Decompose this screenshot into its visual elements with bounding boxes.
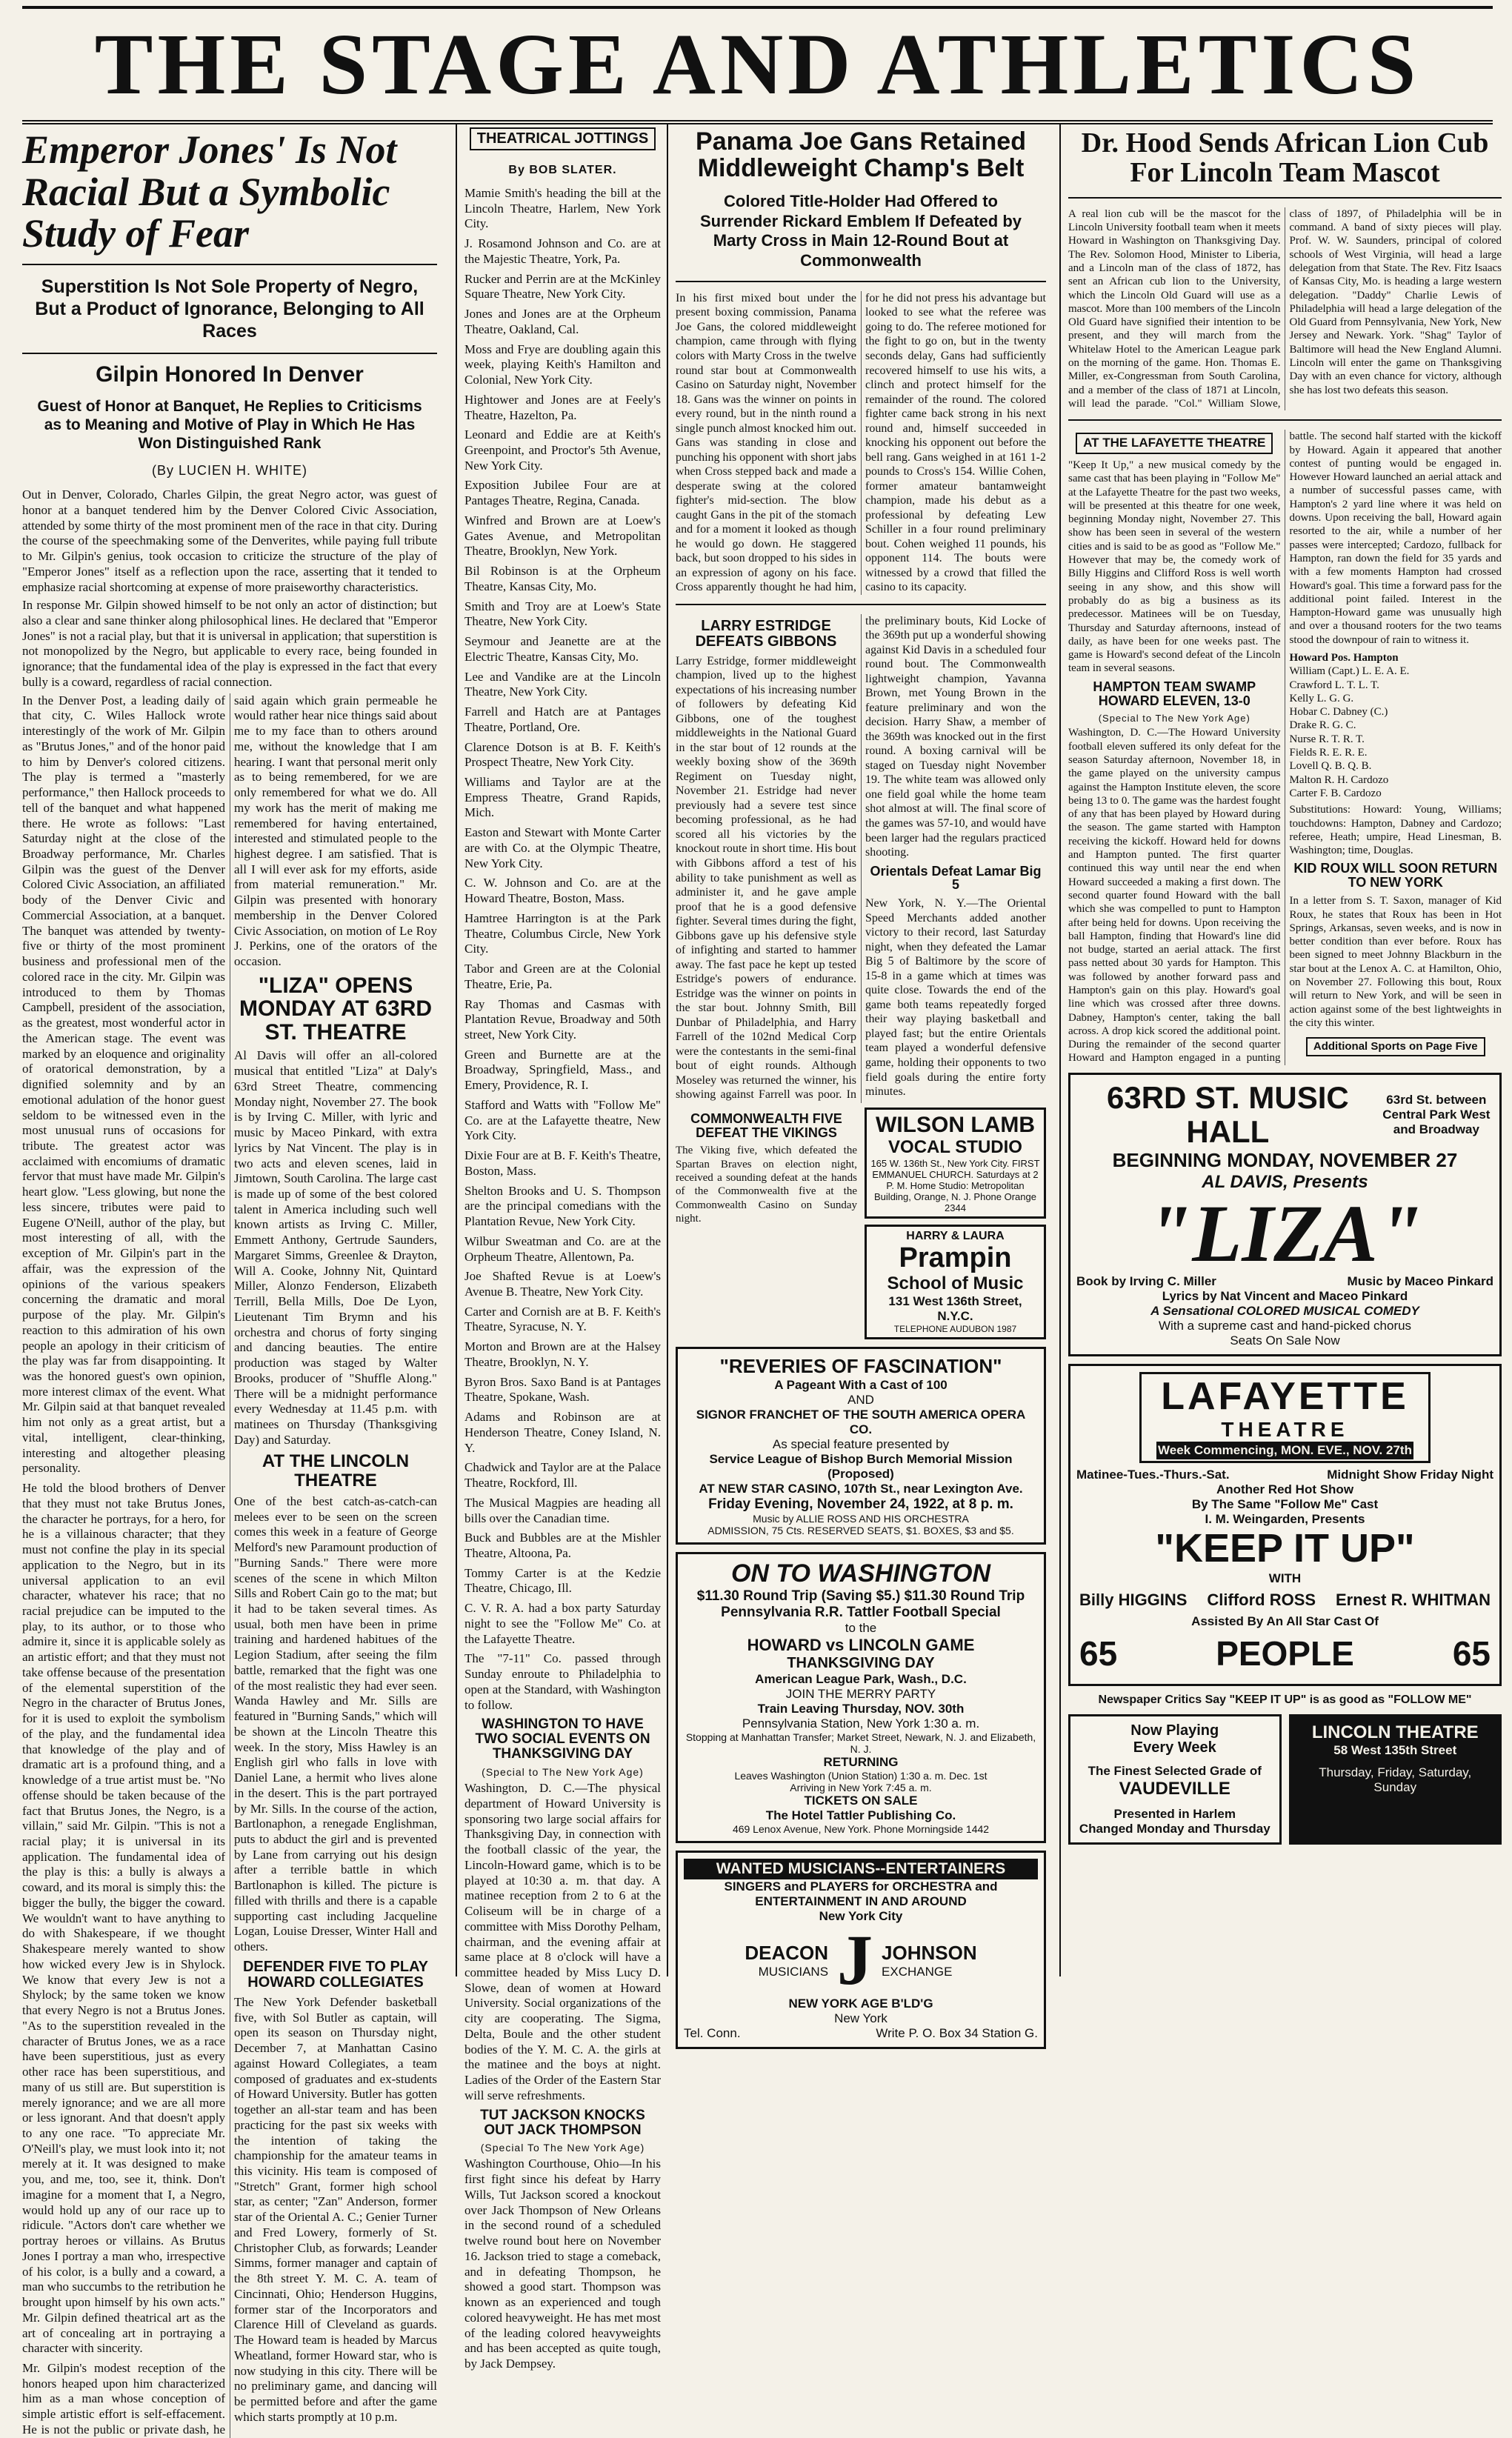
johnson-word: JOHNSON (882, 1941, 977, 1964)
lineup-row: Malton R. H. Cardozo (1289, 773, 1389, 786)
reveries-date: Friday Evening, November 24, 1922, at 8 p. m. (708, 1496, 1013, 1513)
lafayette-ad (1068, 1364, 1502, 1686)
reveries-music: Music by ALLIE ROSS AND HIS ORCHESTRA (753, 1513, 969, 1525)
jotting-item: Seymour and Jeanette are at the Electric Theatre, Kansas City, Mo. (464, 634, 661, 664)
lineup-row: William (Capt.) L. E. A. E. (1289, 665, 1410, 678)
jotting-item: Lee and Vandike are at the Lincoln Theatre, New York City. (464, 669, 661, 699)
article-paragraph: He told the blood brothers of Denver that they must not take Brutus Jones, the character he portrays, for a hero, for he is a villainous character; that they must not confine the play in its special application to the Negro, but in its universal application to an evil character, whatever his race; that no racial prejudice can be imputed to the play, to its author, or to those who admire it, since it is applicable solely as an artistic effort; and that they must not take offense because of the presentation of the elemental superstition of the Negro in the character of Brutus Jones, for it is used to exploit the symbolism of the play, and the fundamental idea that knowledge of the play and of dramatic art is a profound thing, and a knowledge of a true artist must be. "No offense should be taken because of the fact that Brutus Jones, the Negro, is a villain," said Mr. Gilpin. "This is not a racial play; it is universal in its application. The fundamental idea of the play is this: a bully is always a coward, and its moral is simply this: the bigger the bully, the bigger the coward. We wouldn't want to have anything to do with Shakespeare, if we thought Shakespeare merely wanted to show how wicked every Jew is in Shylock. We know that every Jew is not a Shylock; by the same token we know that every Negro is not a Brutus Jones. "As to the superstition revealed in the character of Brutus Jones, we as a race have been superstitious, just as every other race has been superstitious, and many of us still are. But superstition is merely ignorance; and we are all more or less ignorant. And that doesn't apply to any one race. "To appreciate Mr. O'Neill's play, we must look into it; not merely at it. It was designed to make you, and me, too, see it, think. Don't imagine for a moment that I, a Negro, would hold up any of our race up to ridicule. "Actors don't care whether we portray heroes or villains. As Brutus Jones I portray a man who, irrespective of his color, is a bully and a coward, a man who succumbs to the retribution he brought upon himself by his own acts." Mr. Gilpin defined theatrical art as the art of concealing art in portraying a character with sincerity. (22, 1481, 225, 2356)
train-ad-train: Train Leaving Thursday, NOV. 30th (757, 1701, 965, 1716)
music-hall-music: Music by Maceo Pinkard (1347, 1274, 1493, 1289)
liza-article: Al Davis will offer an all-colored musical that entitled "Liza" at Daly's 63rd Street Theatre, commencing Monday night, November 27. The book is by Irving C. Miller, with lyric and music by Maceo Pinkard, with extra lyrics by Nat Vincent. The play is in two acts and eleven scenes, laid in Jimtown, South Carolina. The large cast is made up of some of the best colored talent in America including such well known artists as Irving C. Miller, Emmett Anthony, Gertrude Saunders, Margaret Simms, Greenlee & Drayton, Will A. Cooke, Johnny Nit, Quintard Miller, Alonzo Fenderson, Elizabeth Terrill, Bella Mills, Doe De Lyon, Lieutenant Tim Brymn and his orchestra and chorus of forty singing and dancing beauties. The entire production was staged by Walter Brooks, producer of "Shuffle Along." There will be a midnight performance every Wednesday at 11.45 p.m. with matinees on Thursday (Thanksgiving Day) and Saturday. (234, 1048, 437, 1447)
reveries-feature: As special feature presented by (772, 1437, 950, 1452)
jotting-item: Exposition Jubilee Four are at Pantages Theatre, Regina, Canada. (464, 478, 661, 508)
train-ad-park: American League Park, Wash., D.C. (755, 1671, 967, 1686)
star-whitman: Ernest R. WHITMAN (1336, 1590, 1491, 1609)
train-ad-stops: Stopping at Manhattan Transfer; Market Street, Newark, N. J. and Elizabeth, N. J. (685, 1731, 1036, 1755)
jotting-item: Smith and Troy are at Loew's State Theatre, New York City. (464, 599, 661, 629)
column-2 (456, 124, 661, 2371)
exchange-word: EXCHANGE (882, 1964, 953, 1979)
music-hall-lyrics: Lyrics by Nat Vincent and Maceo Pinkard (1162, 1289, 1408, 1304)
divider (676, 604, 1046, 605)
age-building: NEW YORK AGE B'LD'G (788, 1996, 933, 2011)
prampin-ad (865, 1225, 1046, 1340)
wilson-lamb-title: VOCAL STUDIO (888, 1136, 1022, 1157)
lineup-row: Crawford L. T. L. T. (1289, 679, 1379, 691)
jotting-item: Tabor and Green are at the Colonial Theatre, Erie, Pa. (464, 962, 661, 991)
lafayette-show: "KEEP IT UP" (1155, 1526, 1415, 1571)
reveries-and: AND (847, 1393, 874, 1408)
substitutions: Substitutions: Howard: Young, Williams; touchdowns: Hampton, Dabney and Cardozo; referee, Heath; umpire, Head Linesman, B. Washington; time, Douglas. (1289, 804, 1502, 857)
jotting-item: Easton and Stewart with Monte Carter are with Co. at the Olympic Theatre, New York City. (464, 825, 661, 870)
lineup-row: Kelly L. G. G. (1289, 692, 1354, 705)
masthead-title: THE STAGE AND ATHLETICS (94, 16, 1421, 113)
musicians-word: MUSICIANS (758, 1964, 829, 1979)
reveries-title: "REVERIES OF FASCINATION" (719, 1355, 1002, 1378)
lafayette-critics: Newspaper Critics Say "KEEP IT UP" is as good as "FOLLOW ME" (1098, 1693, 1472, 1706)
emperor-jones-deck: Superstition Is Not Sole Property of Negro, But a Product of Ignorance, Belonging to All Races (35, 276, 424, 342)
divider (1068, 197, 1502, 199)
lincoln-theatre-address: 58 West 135th Street (1333, 1742, 1457, 1757)
jotting-item: Tommy Carter is at the Kedzie Theatre, Chicago, Ill. (464, 1565, 661, 1596)
lincoln-headline: AT THE LINCOLN THEATRE (262, 1451, 410, 1491)
column-3 (667, 124, 1046, 2041)
roux-article: In a letter from S. T. Saxon, manager of Kid Roux, he states that Roux has been in Hot Springs, Arkansas, seven weeks, and is now in better condition than ever before. Roux has been signed to meet Johnny Blackburn in the star bout at the Lenox A. C. at Hamilton, Ohio, on November 27. Following this bout, Roux will return to New York, and will be seen in action against some of the best lightweights in the city this winter. (1289, 895, 1502, 1029)
article-two-column (22, 693, 437, 2438)
train-ad-leaves: Leaves Washington (Union Station) 1:30 a. m. Dec. 1st (734, 1769, 988, 1782)
article-paragraph: In the Denver Post, a leading daily of that city, C. Wiles Hallock wrote interestingly of the work of Mr. Gilpin as "Brutus Jones," and of the honor paid to him by Denver's colored citizens. The play is termed a "masterly performance," then Hallock proceeds to tell of the banquet and what happened there. He wrote as follows: "Last Saturday night at the close of the Broadway performance, Mr. Charles Gilpin was the guest of the Denver Colored Civic Association, an affiliated body of the Denver Civic and Commercial Association, at a banquet. The banquet was attended by twenty-five or thirty of the most prominent business and professional men of the colored race in the city. Mr. Gilpin was introduced to them by Thomas Campbell, president of the association, as the greatest, most wonderful actor in the American stage. The event was marked by an eloquence and originality of oratorical demonstration, by a dignified solemnity and by an emotional adulation of the honor guest seldom to be witnessed even in the most unusual runs of occasions for tribute. The greatest actor was acclaimed with encomiums of dramatic fervor that must have made Mr. Gilpin's heart glow. "Less glowing, but none the less sincere, tributes were paid to Eugene O'Neill, author of the play, but most interesting of all, with the exception of Mr. Gilpin's part in the affair, was the expression of the opinions of the various speakers concerning the dramatic and moral purpose of the play. Mr. Gilpin's reaction to this admiration of his own people an apology in their criticism of the play was far from disappointing. It was the honored guest's own opinion, more interest climax of the event. What Mr. Gilpin said at that banquet revealed him not only as a great artist, but a vital, intelligent, clear-thinking, interesting and altogether pleasing personality. (22, 693, 225, 1476)
jotting-item: Wilbur Sweatman and Co. are at the Orpheum Theatre, Allentown, Pa. (464, 1233, 661, 1264)
hampton-special: (Special to The New York Age) (1098, 712, 1250, 724)
vaudeville-changed: Changed Monday and Thursday (1079, 1821, 1270, 1836)
deacon-word: DEACON (745, 1941, 829, 1964)
music-hall-location: 63rd St. between Central Park West and Broadway (1382, 1092, 1491, 1136)
train-ad-join: JOIN THE MERRY PARTY (785, 1686, 936, 1701)
lineup-row: Hobar C. Dabney (C.) (1289, 706, 1388, 719)
jotting-item: Hamtree Harrington is at the Park Theatre, Columbus Circle, New York City. (464, 910, 661, 956)
lion-cub-headline: Dr. Hood Sends African Lion Cub For Lincoln Team Mascot (1081, 127, 1489, 188)
vaudeville-now-playing: Now Playing (1130, 1722, 1219, 1739)
jotting-item: The "7-11" Co. passed through Sunday enroute to Philadelphia to open at the Standard, with Washington to follow. (464, 1651, 661, 1712)
hampton-article: Washington, D. C.—The Howard University football eleven suffered its only defeat for the season Saturday afternoon, November 18, in the game played on the university campus against the Hampton Institute eleven, the score being 13 to 0. The game was the hardest fought of any that has been played by Howard during the season. The game started with Hampton receiving the kickoff. Howard held for downs and Hampton punted. The first quarter continued this way until near the end when Howard succeeded a making a first down. The second quarter found Howard with the ball which she was compelled to punt to Hampton after being held for downs. Upon receiving the ball Hampton, finding that Howard's line did not budge, started an aerial attack. The first pass netted about 30 yards for Hampton. This was followed by another forward pass and Hampton's gain on this play. Howard's goal line which was crossed after three downs. Dabney, Hampton's center, taking the ball across. A drop kick scored the additional point. During the remainder of the second quarter Howard and Hampton engaged in a punting battle. The second half started with the kickoff by Howard. Again it appeared that another contest of punting would be engaged in. However Howard launched an aerial attack and a number of successful passes came, with Hampton's 2 yard line where it was held on downs. Upon receiving the ball, Howard again resorted to the air, while a number of her passes were intercepted; Cardozo, fullback for Hampton, ran down the field for 35 yards and with a few moments Hampton had crossed Howard's goal. This time a forward pass for the additional point failed. Interest in the Hampton-Howard game was unusually high and over a thousand rooters for the two teams stood the downpour of rain to witness it. (1068, 430, 1502, 1065)
vaudeville-finest: The Finest Selected Grade of (1088, 1763, 1262, 1778)
music-hall-beginning: BEGINNING MONDAY, NOVEMBER 27 (1112, 1149, 1458, 1172)
wilson-lamb-detail: 165 W. 136th St., New York City. FIRST EMMANUEL CHURCH. Saturdays at 2 P. M. Home Studio: Metropolitan Building, Orange, N. J. Phone Orange 2344 (870, 1157, 1040, 1213)
lafayette-count-right: 65 (1452, 1633, 1491, 1673)
lineup-table (1290, 665, 1502, 800)
train-ad-station: Pennsylvania Station, New York 1:30 a. m. (742, 1716, 980, 1731)
wanted-city: New York City (819, 1908, 903, 1923)
jotting-item: Adams and Robinson are at Henderson Theatre, Coney Island, N. Y. (464, 1410, 661, 1455)
jotting-item: Byron Bros. Saxo Band is at Pantages Theatre, Spokane, Wash. (464, 1374, 661, 1405)
music-hall-ad (1068, 1073, 1502, 1356)
jotting-item: Green and Burnette are at the Broadway, Springfield, Mass., and Emery, Providence, R. I. (464, 1047, 661, 1093)
lincoln-theatre-ad (1289, 1714, 1502, 1845)
lincoln-article: One of the best catch-as-catch-can melees ever to be seen on the screen comes this week in a feature of George Melford's new Paramount production of "Burning Sands." There were more scenes of the scene in which Milton Sills and Robert Cain go to the mat; but it had to be taken several times. As usual, both men have been in prime training and hardened habitues of the Legion Stadium, after seeing the film battle, remarked that the fight was one of the most realistic they had ever seen. Wanda Hawley and Mr. Sills are featured in "Burning Sands," which will be shown at the Lincoln Theatre this week. In the story, Miss Hawley is an English girl who falls in love with Daniel Lane, a hermit who lives alone in the desert. This is the part portrayed by Mr. Sills. In the course of the action, Bartlonaphon, a renegade Englishman, puts to abduct the girl and is prevented by Lane from carrying out his design after a terrible battle in which Bartlonaphon is killed. The picture is filled with thrills and there is a capable supporting cast including Jacqueline Logan, Louise Dresser, Winter Hall and others. (234, 1493, 437, 1954)
washington-headline: WASHINGTON TO HAVE TWO SOCIAL EVENTS ON THANKSGIVING DAY (475, 1716, 650, 1762)
emperor-jones-headline: Emperor Jones' Is Not Racial But a Symbolic Study of Fear (22, 127, 397, 256)
hampton-headline: HAMPTON TEAM SWAMP HOWARD ELEVEN, 13-0 (1093, 679, 1256, 708)
washington-article: Washington, D. C.—The physical department of Howard University is sponsoring two large social affairs for Thanksgiving Day, in connection with the football classic of the year, the Lincoln-Howard game, which is to be played at 10:30 a. m. that day. A matinee reception from 2 to 6 at the Coliseum will be in charge of a committee with Miss Dorothy Pelham, chairman, and the evening affair at same place at 8 o'clock will have a committee headed by Miss Lucy D. Slowe, dean of women at Howard University. Social organizations of the city are cooperating. The Sigma, Delta, Boule and the other student bodies of the Y. M. C. A. the girls at the matinee and the boys at night. Ladies of the Order of the Eastern Star will serve refreshments. (464, 1781, 661, 2102)
commonwealth-article: The Viking five, which defeated the Spartan Braves on election night, received a sounding defeat at the hands of the Commonwealth five at the Commonwealth Casino on Sunday night. (676, 1145, 857, 1225)
deacon-johnson-ad (676, 1851, 1046, 2049)
music-hall-seats: Seats On Sale Now (1230, 1333, 1340, 1348)
wilson-lamb-name: WILSON LAMB (876, 1112, 1035, 1137)
train-ad-address: 469 Lenox Avenue, New York. Phone Morningside 1442 (732, 1822, 990, 1835)
sports-two-column (676, 614, 1046, 1103)
jotting-item: Morton and Brown are at the Halsey Theatre, Brooklyn, N. Y. (464, 1339, 661, 1369)
lineup-row: Nurse R. T. R. T. (1289, 733, 1365, 745)
jotting-item: Carter and Cornish are at B. F. Keith's Theatre, Syracuse, N. Y. (464, 1304, 661, 1334)
lafayette-midnight: Midnight Show Friday Night (1327, 1468, 1493, 1482)
music-hall-sensation: A Sensational COLORED MUSICAL COMEDY (1150, 1304, 1419, 1319)
lafayette-bycast: By The Same "Follow Me" Cast (1191, 1497, 1379, 1512)
orientals-article: New York, N. Y.—The Oriental Speed Merchants added another victory to their record, last Saturday night, when they defeated the Lamar Big 5 of Baltimore by the score of 15-8 in a game which at times was quite close. Towards the end of the game both teams repeatedly forged their way playing basketball and played fast; but the entire Orientals team played a wonderful defensive game, holding their opponents to two field goals during the entire forty minutes. (865, 897, 1046, 1099)
jottings-header: THEATRICAL JOTTINGS (470, 127, 656, 150)
jotting-item: Stafford and Watts with "Follow Me" Co. are at the Lafayette theatre, New York City. (464, 1097, 661, 1143)
wanted-sub: SINGERS and PLAYERS for ORCHESTRA and ENTERTAINMENT IN AND AROUND (724, 1879, 998, 1908)
divider (676, 281, 1046, 282)
washington-train-ad (676, 1552, 1046, 1842)
jotting-item: Williams and Taylor are at the Empress Theatre, Grand Rapids, Mich. (464, 774, 661, 820)
reveries-signor: SIGNOR FRANCHET OF THE SOUTH AMERICA OPERA CO. (696, 1408, 1026, 1437)
vaudeville-every-week: Every Week (1133, 1739, 1216, 1756)
reveries-admission: ADMISSION, 75 Cts. RESERVED SEATS, $1. BOXES, $3 and $5. (707, 1525, 1014, 1537)
j-letter: J (837, 1919, 873, 1999)
prampin-names: HARRY & LAURA (906, 1229, 1005, 1242)
jotting-item: J. Rosamond Johnson and Co. are at the Majestic Theatre, York, Pa. (464, 236, 661, 266)
train-ad-arrive: Arriving in New York 7:45 a. m. (790, 1781, 932, 1793)
liza-headline: "LIZA" OPENS MONDAY AT 63RD ST. THEATRE (239, 973, 433, 1045)
jotting-item: Mamie Smith's heading the bill at the Lincoln Theatre, Harlem, New York City. (464, 186, 661, 231)
column-4 (1059, 124, 1502, 1976)
jotting-item: Hightower and Jones are at Feely's Theatre, Hazelton, Pa. (464, 392, 661, 422)
lafayette-header: AT THE LAFAYETTE THEATRE (1076, 433, 1273, 454)
lafayette-article: "Keep It Up," a new musical comedy by the same cast that has been playing in "Follow Me" at the Lafayette Theatre for the past two weeks, will be presented at this theatre for one week, beginning Monday night, November 27. This show has been seen in several of the western cities and is said to be as good as "Follow Me." However that may be, the comedy work of Billy Higgins and Clifford Ross is well worth seeing in any show, and this show will probably do as big a business as its predecessor. Matinees will be on Tuesday, Thursday and Saturday afternoons, instead of daily, as have been for one weeks past. The game is Howard's second defeat of the Lincoln team in several seasons. (1068, 459, 1281, 675)
article-paragraph: In response Mr. Gilpin showed himself to be not only an actor of distinction; but also a clear and sane thinker along philosophical lines. He declared that "Emperor Jones" is not a racial play, but that it is universal in application; that superstition is not monopolized by the Negro, but applicable to every race, being founded in ignorance; that the fundamental idea of the play is expressed in the fact that every bully is a coward, regardless of racial connection. (22, 598, 437, 689)
prampin-title: Prampin (899, 1242, 1012, 1273)
tut-article: Washington Courthouse, Ohio—In his first fight since his defeat by Harry Wills, Tut Jackson scored a knockout over Jack Thompson of New Orleans in the second round of a scheduled twelve round bout here on November 16. Jackson tried to stage a comeback, and in defeating Thompson, he showed a good start. Thompson was known as an experienced and tough colored heavyweight. He has met most of the leading colored heavyweights and has been accepted as quite tough, by Jack Dempsey. (464, 2156, 661, 2371)
vaudeville-harlem: Presented in Harlem (1113, 1806, 1236, 1821)
music-hall-show: "LIZA" (1147, 1188, 1423, 1279)
tut-special: (Special To The New York Age) (480, 2142, 645, 2154)
jotting-item: Dixie Four are at B. F. Keith's Theatre, Boston, Mass. (464, 1148, 661, 1178)
tel-conn: Tel. Conn. (684, 2026, 741, 2041)
tut-headline: TUT JACKSON KNOCKS OUT JACK THOMPSON (480, 2107, 645, 2138)
jotting-item: Clarence Dotson is at B. F. Keith's Prospect Theatre, New York City. (464, 739, 661, 770)
train-ad-fare: $11.30 Round Trip (Saving $5.) $11.30 Round Trip (696, 1588, 1025, 1604)
lincoln-theatre-name: LINCOLN THEATRE (1311, 1722, 1479, 1742)
lafayette-with: WITH (1268, 1571, 1302, 1585)
article-paragraph: Mr. Gilpin's modest reception of the honors heaped upon him characterized him as a man whose conception of simple artistic effort is self-effacement. He is not the public or private dash, he said again which grain permeable he would rather hear nice things said about me to my face than to others around me, without the knowledge that I am hearing. I want that personal merit only as to being remembered, for we are only remembered for what we do. All my work has the merit of making me remembered for having entertained, interested and stimulated people to the highest degree. I am satisfied. That is all I will ever ask for my efforts, aside from material remuneration." Mr. Gilpin was presented with honorary membership in the Denver Colored Civic Association, on motion of Le Roy J. Perkins, one of the orators of the occasion. (22, 693, 437, 2437)
orientals-headline: Orientals Defeat Lamar Big 5 (870, 863, 1042, 893)
train-ad-company: The Hotel Tattler Publishing Co. (765, 1808, 956, 1822)
reveries-ad (676, 1347, 1046, 1545)
music-hall-presents: AL DAVIS, Presents (1202, 1172, 1368, 1193)
lafayette-producer: I. M. Weingarden, Presents (1205, 1512, 1365, 1527)
jotting-item: Bil Robinson is at the Orpheum Theatre, Kansas City, Mo. (464, 564, 661, 593)
roux-headline: KID ROUX WILL SOON RETURN TO NEW YORK (1293, 861, 1498, 890)
lion-cub-article: A real lion cub will be the mascot for the Lincoln University football team when it meets Howard in Washington on Thanksgiving Day. The Rev. Solomon Hood, Minister to Liberia, and a Lincoln man of the class of 1872, has sent an African cub lion to the University, which the Lincoln Old Guard will use as a mascot. More than 100 members of the Lincoln Old Guard have signified their intention to be present, and they will march from the Whitelaw Hotel to the American League park on the morning of the game. Hon. Thomas E. Miller, ex-Congressman from South Carolina, and a member of the class of 1871 at Lincoln, will lead the parade. "Col." William Slowe, class of 1897, of Philadelphia will be in command. A band of sixty pieces will play. Prof. W. W. Saunders, principal of colored schools of West Virginia, will head a large delegation from that State. The Rev. Fitz Isaacs of Kansas City, Mo. is heading a large western delegation. "Daddy" Charlie Lewis of Philadelphia will head a large delegation of the Old Guard from Pennsylvania, New York, New Jersey and Newark. York. "Shag" Taylor of Baltimore will head the New England Alumni. Lincoln will enter the game on Thanksgiving Day with an even chance for victory, although she has lost two defeats this season. (1068, 207, 1502, 410)
jotting-item: C. V. R. A. had a box party Saturday night to see the "Follow Me" Co. at the Lafayette Theatre. (464, 1601, 661, 1646)
larry-headline: LARRY ESTRIDGE DEFEATS GIBBONS (695, 617, 837, 650)
lafayette-week: Week Commencing, MON. EVE., NOV. 27th (1156, 1442, 1413, 1459)
commonwealth-headline: COMMONWEALTH FIVE DEFEAT THE VIKINGS (690, 1110, 842, 1140)
divider (22, 264, 437, 265)
lafayette-assisted: Assisted By An All Star Cast Of (1191, 1613, 1379, 1628)
jotting-item: The Musical Magpies are heading all bills over the Canadian time. (464, 1495, 661, 1525)
jotting-item: Moss and Frye are doubling again this week, playing Keith's Hamilton and Colonial, New York City. (464, 342, 661, 387)
larry-article: Larry Estridge, former middleweight champion, lived up to the highest expectations of his increasing number of followers by defeating Kid Gibbons, one of the toughest middleweights in the National Guard in the star bout of 12 rounds at the weekly boxing show of the 369th Regiment on Tuesday night, November 21. Estridge had never previously had a severe test since becoming professional, as he had scored all his victories by the knockout route in short time. His bout with Gibbons afford a test of his ability to take punishment as well as administer it, and he gave ample proof that he is a good defensive fighter. Several times during the fight, Gibbons gave up his defensive style of infighting and started to hammer away. The fast pace he kept up tested Estridge's powers of endurance. Estridge was the winner on points in the star bout. Johnny Smith, Bill Dunbar of Philadelphia, and Harry Farrell of the 102nd Medical Corp were the contestants in the semi-final bout of eight rounds. Although Moseley was returned the winner, his showing against Farrell was poor. In the preliminary bouts, Kid Locke of the 369th put up a wonderful showing against Kid Davis in a scheduled four round bout. The Commonwealth lightweight champion, Yavanna Brown, met Young Brown in the feature preliminary and won the decision. Harry Shaw, a member of the 369th was knocked out in the first round. A boxing carnival will be staged on Tuesday night November 19. The white team was allowed only one field goal while the home team shot almost at will. The final score of the games was 57-10, and would have been larger had the regulars practiced shooting. (676, 614, 1046, 1102)
lafayette-people: PEOPLE (1216, 1633, 1354, 1673)
train-ad-railroad: Pennsylvania R.R. Tattler Football Special (721, 1604, 1001, 1620)
write-box: Write P. O. Box 34 Station G. (876, 2026, 1038, 2041)
train-ad-game: HOWARD vs LINCOLN GAME (747, 1635, 975, 1654)
byline: (By LUCIEN H. WHITE) (151, 463, 307, 479)
lineup-row: Fields R. E. R. E. (1289, 747, 1368, 759)
masthead (22, 6, 1493, 124)
jotting-item: Shelton Brooks and U. S. Thompson are the principal comedians with the Plantation Revue, New York City. (464, 1183, 661, 1229)
defender-headline: DEFENDER FIVE TO PLAY HOWARD COLLEGIATES (242, 1958, 429, 1991)
train-ad-day: THANKSGIVING DAY (787, 1654, 935, 1671)
jotting-item: Leonard and Eddie are at Keith's Greenpoint, and Proctor's 5th Avenue, New York City. (464, 427, 661, 473)
gans-article: In his first mixed bout under the present boxing commission, Panama Joe Gans, the colored middleweight champion, came through with flying colors with Marty Cross in the twelve round star bout at Commonwealth Casino on Saturday night, November 18. Gans was the winner on points in every round, but in the ninth round a single punch almost knocked him out. Gans was standing in close and punching his opponent with short jabs when Cross stepped back and made a desperate swing at the colored fighter's mid-section. The blow caught Gans in the pit of the stomach and for a moment it looked as though he would go down. He staggered back, but soon dropped to his sides in an expression of agony on his face. Cross apparently thought he had him, for he did not press his advantage but looked to see what the referee was going to do. The referee motioned for the fight to go on, but in the twenty seconds delay, Gans had sufficiently recovered himself to use his wits, a clinch and protect himself for the remainder of the round. The colored fighter came back strong in his next round and, himself succeeded in knocking his opponent out before the bell rang. Gans weighed in at 161 1-2 pounds to Cross's 154. Willie Cohen, former amateur bantamweight champion, made his debut as a professional by defeating Lew Schiller in a four round preliminary bout. Cohen weighed 11 pounds, his opponent 114. The bouts were witnessed by a crowd that filled the casino to its capacity. (676, 291, 1046, 594)
lafayette-theatre-word: THEATRE (1221, 1418, 1349, 1442)
new-york: New York (834, 2011, 887, 2026)
train-ad-title: ON TO WASHINGTON (730, 1559, 991, 1588)
train-ad-tickets: TICKETS ON SALE (804, 1793, 918, 1808)
star-higgins: Billy HIGGINS (1079, 1590, 1188, 1609)
jotting-item: Rucker and Perrin are at the McKinley Square Theatre, New York City. (464, 271, 661, 302)
reveries-subtitle: A Pageant With a Cast of 100 (774, 1378, 948, 1393)
vaudeville-ad (1068, 1714, 1282, 1845)
column-1 (22, 124, 437, 2437)
jotting-item: Buck and Bubbles are at the Mishler Theatre, Altoona, Pa. (464, 1531, 661, 1561)
divider (22, 353, 437, 354)
jotting-item: Chadwick and Taylor are at the Palace Theatre, Rockford, Ill. (464, 1460, 661, 1491)
jotting-item: Ray Thomas and Casmas with Plantation Revue, Broadway and 50th street, New York City. (464, 996, 661, 1042)
jotting-item: Farrell and Hatch are at Pantages Theatre, Portland, Ore. (464, 705, 661, 734)
jotting-item: C. W. Johnson and Co. are at the Howard Theatre, Boston, Mass. (464, 876, 661, 906)
washington-special: (Special to The New York Age) (482, 1766, 644, 1779)
star-ross: Clifford ROSS (1207, 1590, 1316, 1609)
vaudeville-word: VAUDEVILLE (1119, 1778, 1230, 1799)
music-hall-book: Book by Irving C. Miller (1076, 1274, 1216, 1289)
lafayette-count-left: 65 (1079, 1633, 1118, 1673)
train-ad-returning: RETURNING (823, 1754, 899, 1769)
gilpin-deck: Guest of Honor at Banquet, He Replies to Criticisms as to Meaning and Motive of Play in Which He Has Won Distinguished Rank (37, 397, 422, 452)
defender-article: The New York Defender basketball five, with Sol Butler as captain, will open its season on Thursday night, December 7, at Manhattan Casino against Howard Collegiates, a team composed of graduates and ex-students of Howard University. Butler has gotten together an all-star team and has been practicing for the past six weeks with the intention of taking the championship for the amateur teams in this vicinity. His team is composed of "Stretch" Grant, former high school star, as center; "Zan" Anderson, former star of the Oriental A. C.; Genier Turner and Fred Lowery, formerly of St. Christopher Club, as forwards; Leander Simms, former manager and captain of the 8th street Y. M. C. A. team of Cincinnati, Ohio; Henderson Huggins, former star of the Incorporators and Clarence Hill of Cleveland as guards. The Howard team is headed by Marcus Wheatland, former Howard star, who is now studying in this city. There will be no preliminary game, and dancing will be permitted before and after the game which starts promptly at 10 p.m. (234, 1994, 437, 2424)
prampin-school: School of Music (887, 1273, 1024, 1294)
lincoln-theatre-days: Thursday, Friday, Saturday, Sunday (1319, 1765, 1472, 1794)
reveries-league: Service League of Bishop Burch Memorial Mission (Proposed) (709, 1452, 1013, 1482)
gans-deck: Colored Title-Holder Had Offered to Surrender Rickard Emblem If Defeated by Marty Cross in Main 12-Round Bout at Commonwealth (699, 192, 1022, 270)
gilpin-headline: Gilpin Honored In Denver (96, 362, 364, 387)
music-hall-name: 63RD ST. MUSIC HALL (1106, 1079, 1349, 1149)
reveries-place: AT NEW STAR CASINO, 107th St., near Lexington Ave. (699, 1482, 1023, 1496)
jottings-list (464, 186, 661, 1713)
lineup-row: Drake R. G. C. (1289, 719, 1356, 732)
article-paragraph: Out in Denver, Colorado, Charles Gilpin, the great Negro actor, was guest of honor at a banquet tendered him by the Denver Colored Civic Association, attended by some thirty of the most prominent men of the race in that city. During the course of the speechmaking some of the Denverites, while paying full tribute to Mr. Gilpin's genius, took occasion to criticize the structure of the play of "Emperor Jones" itself as a reflection upon the race, asserting that it tended to emphasize racial shortcoming at expense of more praiseworthy characteristics. (22, 487, 437, 594)
jotting-item: Winfred and Brown are at Loew's Gates Avenue, and Metropolitan Theatre, Brooklyn, New York. (464, 513, 661, 559)
divider (1068, 419, 1502, 421)
lafayette-another: Another Red Hot Show (1216, 1482, 1354, 1497)
lafayette-two-column (1068, 430, 1502, 1065)
jottings-byline: By BOB SLATER. (508, 164, 617, 176)
gans-headline: Panama Joe Gans Retained Middleweight Champ's Belt (696, 127, 1026, 182)
wanted-title: WANTED MUSICIANS--ENTERTAINERS (684, 1859, 1038, 1879)
jotting-item: Joe Shafted Revue is at Loew's Avenue B. Theatre, New York City. (464, 1269, 661, 1299)
prampin-phone: TELEPHONE AUDUBON 1987 (893, 1324, 1017, 1335)
prampin-address: 131 West 136th Street, N.Y.C. (888, 1294, 1022, 1324)
lineup-row: Carter F. B. Cardozo (1289, 787, 1382, 799)
train-ad-to: to the (845, 1620, 877, 1635)
jotting-item: Jones and Jones are at the Orpheum Theatre, Oakland, Cal. (464, 307, 661, 336)
additional-sports: Additional Sports on Page Five (1306, 1037, 1485, 1056)
music-hall-cast: With a supreme cast and hand-picked chorus (1158, 1319, 1412, 1333)
lafayette-name: LAFAYETTE (1161, 1375, 1409, 1419)
lineup-head: Howard Pos. Hampton (1289, 651, 1399, 664)
wilson-lamb-ad (865, 1108, 1046, 1219)
lafayette-matinee: Matinee-Tues.-Thurs.-Sat. (1076, 1468, 1230, 1482)
lineup-row: Lovell Q. B. Q. B. (1289, 760, 1372, 773)
